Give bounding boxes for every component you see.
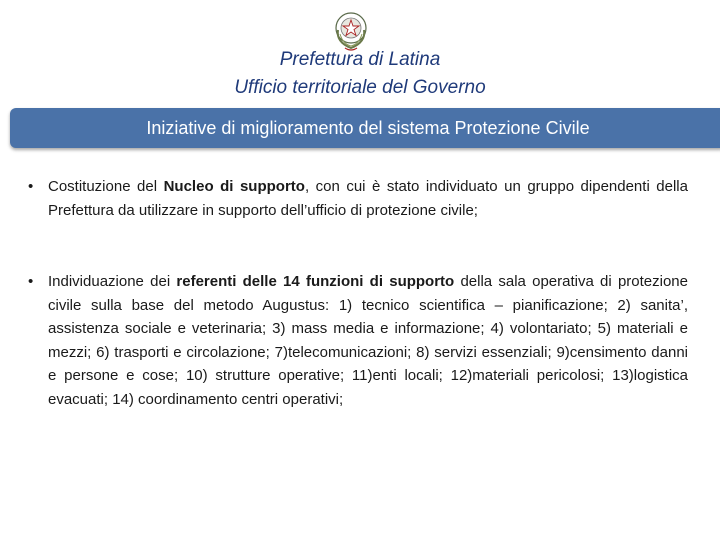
section-banner	[10, 108, 720, 148]
office-name: Ufficio territoriale del Governo	[234, 77, 486, 98]
prefecture-name: Prefettura di Latina	[279, 49, 441, 70]
bullet-marker: •	[28, 273, 34, 290]
list-item-text: Costituzione del Nucleo di supporto, con cui è stato individuato un gruppo dipendenti della Prefettura da utilizzare in supporto dell’ufficio di protezione civile;	[48, 178, 688, 219]
bullet-marker: •	[28, 178, 34, 195]
list-item-text: Individuazione dei referenti delle 14 funzioni di supporto della sala operativa di protezione civile sulla base del metodo Augustus: 1) tecnico scientifica – pianificazione; 2) sanita’, assistenza sociale e veterinaria; 3) mass media e informazione; 4) volontariato; 5) materiali e mezzi; 6) trasporti e circolazione; 7)telecomunicazioni; 8) servizi essenziali; 9)censimento danni e persone e cose; 10) strutture operative; 11)enti locali; 12)materiali pericolosi; 13)logistica evacuati; 14) coordinamento centri operativi;	[48, 273, 688, 408]
banner-title: Iniziative di miglioramento del sistema Protezione Civile	[146, 118, 590, 138]
list-item	[28, 270, 688, 411]
italian-republic-emblem-icon	[333, 8, 369, 52]
list-item	[28, 175, 688, 222]
